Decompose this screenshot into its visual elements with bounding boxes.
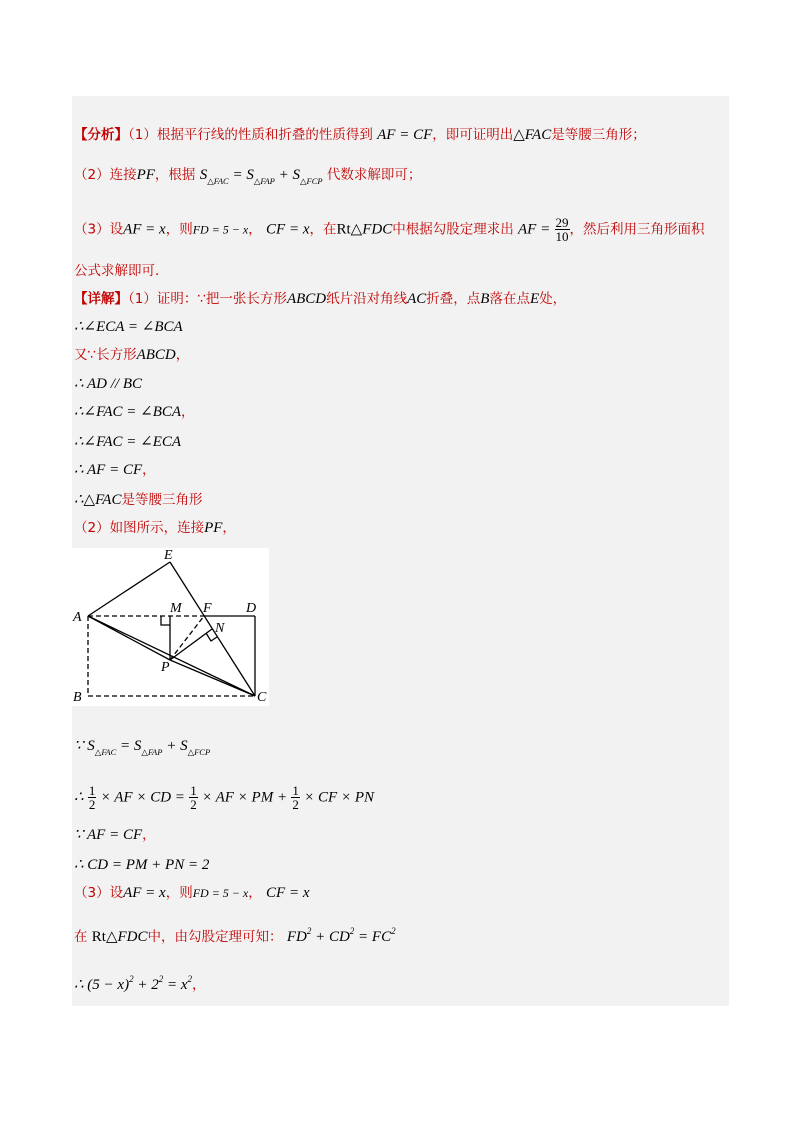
detail-line-2: ∴∠ECA = ∠BCA <box>74 319 183 335</box>
line-PC <box>170 660 255 696</box>
label-D: D <box>246 601 257 616</box>
line-AP <box>88 616 170 660</box>
analysis-line-3: （3）设AF = x，则FD = 5 − x， CF = x，在Rt△FDC中根据勾股定理求出 AF = $\frac{29}{10}$ ，然后利用三角形面积 <box>74 215 705 244</box>
label-B: B <box>73 690 82 705</box>
label-C: C <box>257 690 267 705</box>
right-angle-M <box>161 616 170 625</box>
analysis-line-4: 公式求解即可． <box>74 263 169 279</box>
detail-line-1: 【详解】（1）证明：∵把一张长方形ABCD纸片沿对角线AC折叠，点B落在点E处， <box>74 291 567 307</box>
detail-line-7: ∴ AF = CF， <box>74 462 156 478</box>
fraction-29-10: $\frac{29}{10}$ <box>555 215 569 244</box>
geometry-figure <box>72 548 269 706</box>
label-N: N <box>215 621 225 636</box>
detail-line-5: ∴∠FAC = ∠BCA， <box>74 404 195 420</box>
analysis-line-2: （2）连接PF，根据 $S_{\triangle FAC} = S_{\triangle FAP} + S_{\triangle FCP}$ 代数求解即可； <box>74 167 422 186</box>
detail-line-3: 又∵长方形ABCD， <box>74 347 190 363</box>
detail-line-8: ∴△FAC是等腰三角形 <box>74 492 203 508</box>
analysis-tag: 【分析】 <box>74 127 128 143</box>
label-M: M <box>170 601 182 616</box>
line-AE <box>88 562 170 616</box>
label-A: A <box>73 610 82 625</box>
label-E: E <box>164 548 173 563</box>
detail-eq-1: ∵ $S_{\triangle FAC} = S_{\triangle FAP} + S_{\triangle FCP}$ <box>74 738 211 757</box>
detail-line-10: （3）设AF = x，则FD = 5 − x， CF = x <box>74 885 310 901</box>
detail-line-11: 在 Rt△FDC中，由勾股定理可知： $FD^2 + CD^2 = FC^2$ <box>74 926 396 945</box>
detail-eq-4: ∴ CD = PM + PN = 2 <box>74 857 210 873</box>
detail-eq-3: ∵ AF = CF， <box>74 827 156 843</box>
detail-line-6: ∴∠FAC = ∠ECA <box>74 434 182 450</box>
label-F: F <box>203 601 212 616</box>
analysis-line-1: 【分析】（1）根据平行线的性质和折叠的性质得到 AF = CF，即可证明出△FAC是等腰三角形； <box>74 127 646 143</box>
label-P: P <box>161 660 170 675</box>
detail-tag: 【详解】 <box>74 291 128 307</box>
detail-line-12: ∴ $(5 - x)^2 + 2^2 = x^2$， <box>74 974 206 993</box>
geometry-svg <box>72 548 269 706</box>
detail-line-9: （2）如图所示，连接PF， <box>74 520 236 536</box>
detail-eq-2: ∴ $\frac{1}{2}$ × AF × CD = $\frac{1}{2}$ × AF × PM + $\frac{1}{2}$ × CF × PN <box>74 783 375 812</box>
detail-line-4: ∴ AD // BC <box>74 376 143 392</box>
